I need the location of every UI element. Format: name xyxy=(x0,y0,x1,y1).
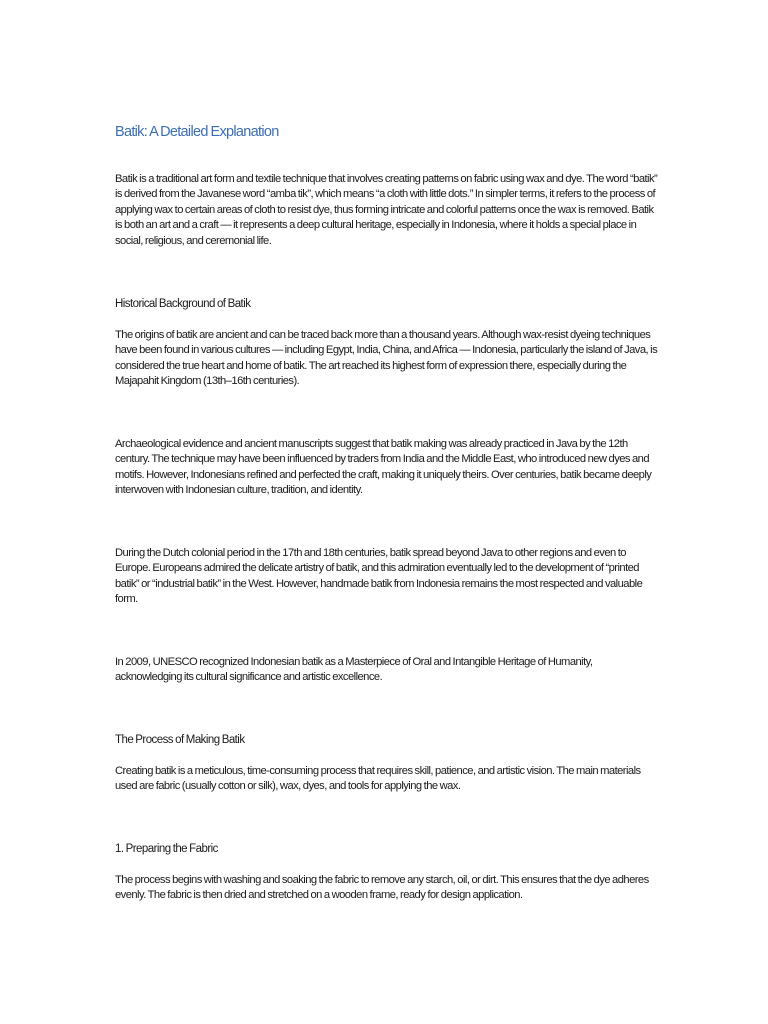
step1-heading: 1. Preparing the Fabric xyxy=(115,843,218,855)
history-paragraph-4: In 2009, UNESCO recognized Indonesian batik as a Masterpiece of Oral and Intangible Heritage of Humanity, acknowledging its cultural significance and artistic excellence. xyxy=(115,656,593,684)
document-title: Batik: A Detailed Explanation xyxy=(115,124,279,140)
process-heading: The Process of Making Batik xyxy=(115,734,245,746)
history-paragraph-1: The origins of batik are ancient and can be traced back more than a thousand years. Although wax-resist dyeing techniques have been found in various cultures — including Egypt, India, China, and Africa — Indonesia, particularly the island of Java, is considered the true heart and home of batik. The art reached its highest form of expression there, especially during the Majapahit Kingdom (13th–16th centuries). xyxy=(115,329,658,388)
history-paragraph-2: Archaeological evidence and ancient manuscripts suggest that batik making was already practiced in Java by the 12th century. The technique may have been influenced by traders from India and the Middle East, who introduced new dyes and motifs. However, Indonesians refined and perfected the craft, making it uniquely theirs. Over centuries, batik became deeply interwoven with Indonesian culture, tradition, and identity. xyxy=(115,438,652,497)
history-heading: Historical Background of Batik xyxy=(115,298,251,310)
history-paragraph-3: During the Dutch colonial period in the 17th and 18th centuries, batik spread beyond Java to other regions and even to Europe. Europeans admired the delicate artistry of batik, and this admiration eventually led to the development of “printed batik” or “industrial batik” in the West. However, handmade batik from Indonesia remains the most respected and valuable form. xyxy=(115,547,643,606)
intro-paragraph: Batik is a traditional art form and textile technique that involves creating patterns on fabric using wax and dye. The word “batik” is derived from the Javanese word “amba tik”, which means “a cloth with little dots.” In simpler terms, it refers to the process of applying wax to certain areas of cloth to resist dye, thus forming intricate and colorful patterns once the wax is removed. Batik is both an art and a craft — it represents a deep cultural heritage, especially in Indonesia, where it holds a special place in social, religious, and ceremonial life. xyxy=(115,173,658,247)
process-paragraph-1: Creating batik is a meticulous, time-consuming process that requires skill, patience, and artistic vision. The main materials used are fabric (usually cotton or silk), wax, dyes, and tools for applying the wax. xyxy=(115,765,641,793)
step1-paragraph-1: The process begins with washing and soaking the fabric to remove any starch, oil, or dirt. This ensures that the dye adheres evenly. The fabric is then dried and stretched on a wooden frame, ready for design application. xyxy=(115,874,649,902)
